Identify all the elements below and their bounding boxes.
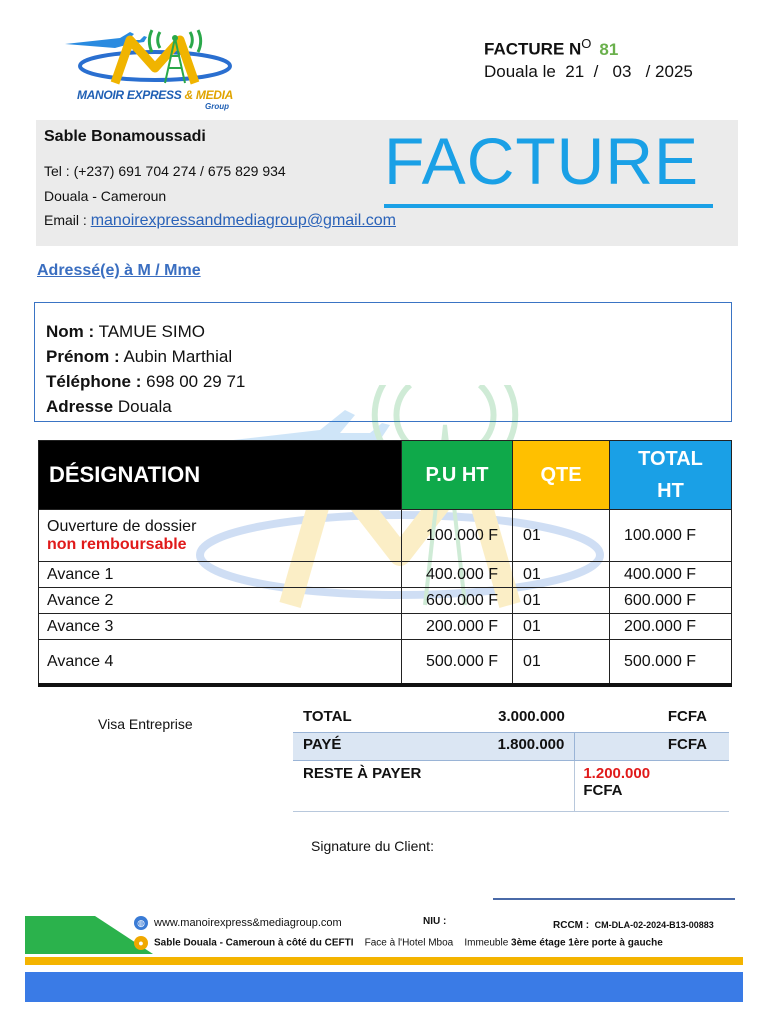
company-logo: [60, 28, 250, 113]
title-underline: [384, 204, 713, 208]
total-currency: FCFA: [667, 708, 707, 725]
globe-icon: ◍: [134, 916, 148, 930]
invoice-date: Douala le 21 / 03 / 2025: [484, 62, 693, 81]
client-phone: Téléphone : 698 00 29 71: [46, 372, 246, 391]
header-designation: DÉSIGNATION: [39, 441, 402, 510]
row-total: 600.000 F: [610, 588, 732, 614]
logo-wordmark: MANOIR EXPRESS & MEDIA: [76, 88, 234, 102]
client-firstname: Prénom : Aubin Marthial: [46, 347, 233, 366]
client-address: Adresse Douala: [46, 397, 172, 416]
invoice-number-value: 81: [599, 39, 619, 59]
row-quantity: 01: [513, 510, 610, 562]
header-unit-price: P.U HT: [402, 441, 513, 510]
row-quantity: 01: [513, 562, 610, 588]
table-header-row: [39, 441, 732, 510]
table-row: [39, 588, 732, 614]
company-phone: Tel : (+237) 691 704 274 / 675 829 934: [44, 163, 286, 179]
remaining-label: RESTE À PAYER: [293, 761, 575, 812]
row-unit-price: 600.000 F: [402, 588, 513, 614]
row-designation: Avance 3: [39, 614, 402, 640]
row-unit-price: 400.000 F: [402, 562, 513, 588]
footer-address: ● Sable Douala - Cameroun à côté du CEFTI Face à l'Hotel Mboa Immeuble 3ème étage 1ère porte à gauche: [134, 936, 663, 950]
footer-niu: NIU :: [423, 916, 447, 927]
footer-gold-bar: [25, 957, 743, 965]
remaining-value: 1.200.000: [583, 765, 651, 782]
row-designation: Avance 2: [39, 588, 402, 614]
client-signature-label: Signature du Client:: [311, 838, 434, 854]
row-total: 200.000 F: [610, 614, 732, 640]
company-email-row: Email : manoirexpressandmediagroup@gmail.com: [44, 212, 396, 229]
header-quantity: QTE: [513, 441, 610, 510]
totals-table: [293, 706, 729, 812]
row-total: 100.000 F: [610, 510, 732, 562]
row-total: 400.000 F: [610, 562, 732, 588]
logo-group-text: Group: [205, 102, 229, 111]
total-row: [293, 706, 729, 733]
footer-blue-bar: [25, 972, 743, 1002]
row-quantity: 01: [513, 640, 610, 684]
paid-value: 1.800.000: [417, 733, 575, 761]
row-designation: Ouverture de dossier non remboursable: [39, 510, 402, 562]
header-total: TOTAL HT: [610, 441, 732, 510]
row-quantity: 01: [513, 614, 610, 640]
footer-rccm: RCCM : CM-DLA-02-2024-B13-00883: [553, 920, 714, 931]
company-visa-label: Visa Entreprise: [98, 716, 193, 732]
table-row: [39, 640, 732, 684]
remaining-row: [293, 761, 729, 812]
total-label: TOTAL: [303, 708, 352, 725]
footer-website: [134, 916, 342, 930]
row-unit-price: 100.000 F: [402, 510, 513, 562]
row-designation: Avance 1: [39, 562, 402, 588]
row-unit-price: 200.000 F: [402, 614, 513, 640]
company-email-link[interactable]: manoirexpressandmediagroup@gmail.com: [90, 212, 396, 229]
client-name: Nom : TAMUE SIMO: [46, 322, 205, 341]
footer-website-link[interactable]: www.manoirexpress&mediagroup.com: [154, 916, 342, 929]
table-row: [39, 510, 732, 562]
total-value: 3.000.000: [498, 708, 565, 725]
company-name: Sable Bonamoussadi: [44, 128, 206, 145]
addressed-to-heading: Adressé(e) à M / Mme: [37, 262, 201, 279]
location-pin-icon: ●: [134, 936, 148, 950]
items-table: [38, 440, 732, 684]
remaining-currency: FCFA: [583, 782, 623, 799]
paid-row: [293, 733, 729, 761]
row-designation: Avance 4: [39, 640, 402, 684]
row-note: non remboursable: [47, 535, 187, 553]
company-city: Douala - Cameroun: [44, 188, 167, 204]
paid-currency: FCFA: [575, 733, 729, 761]
remaining-amount: [575, 761, 729, 812]
table-row: [39, 614, 732, 640]
table-bottom-rule: [38, 683, 732, 687]
row-unit-price: 500.000 F: [402, 640, 513, 684]
document-title: FACTURE: [384, 124, 700, 198]
invoice-number: FACTURE $N^O$ 81: [484, 36, 619, 59]
table-row: [39, 562, 732, 588]
paid-label: PAYÉ: [293, 733, 417, 761]
row-quantity: 01: [513, 588, 610, 614]
signature-line: [493, 898, 735, 900]
row-total: 500.000 F: [610, 640, 732, 684]
